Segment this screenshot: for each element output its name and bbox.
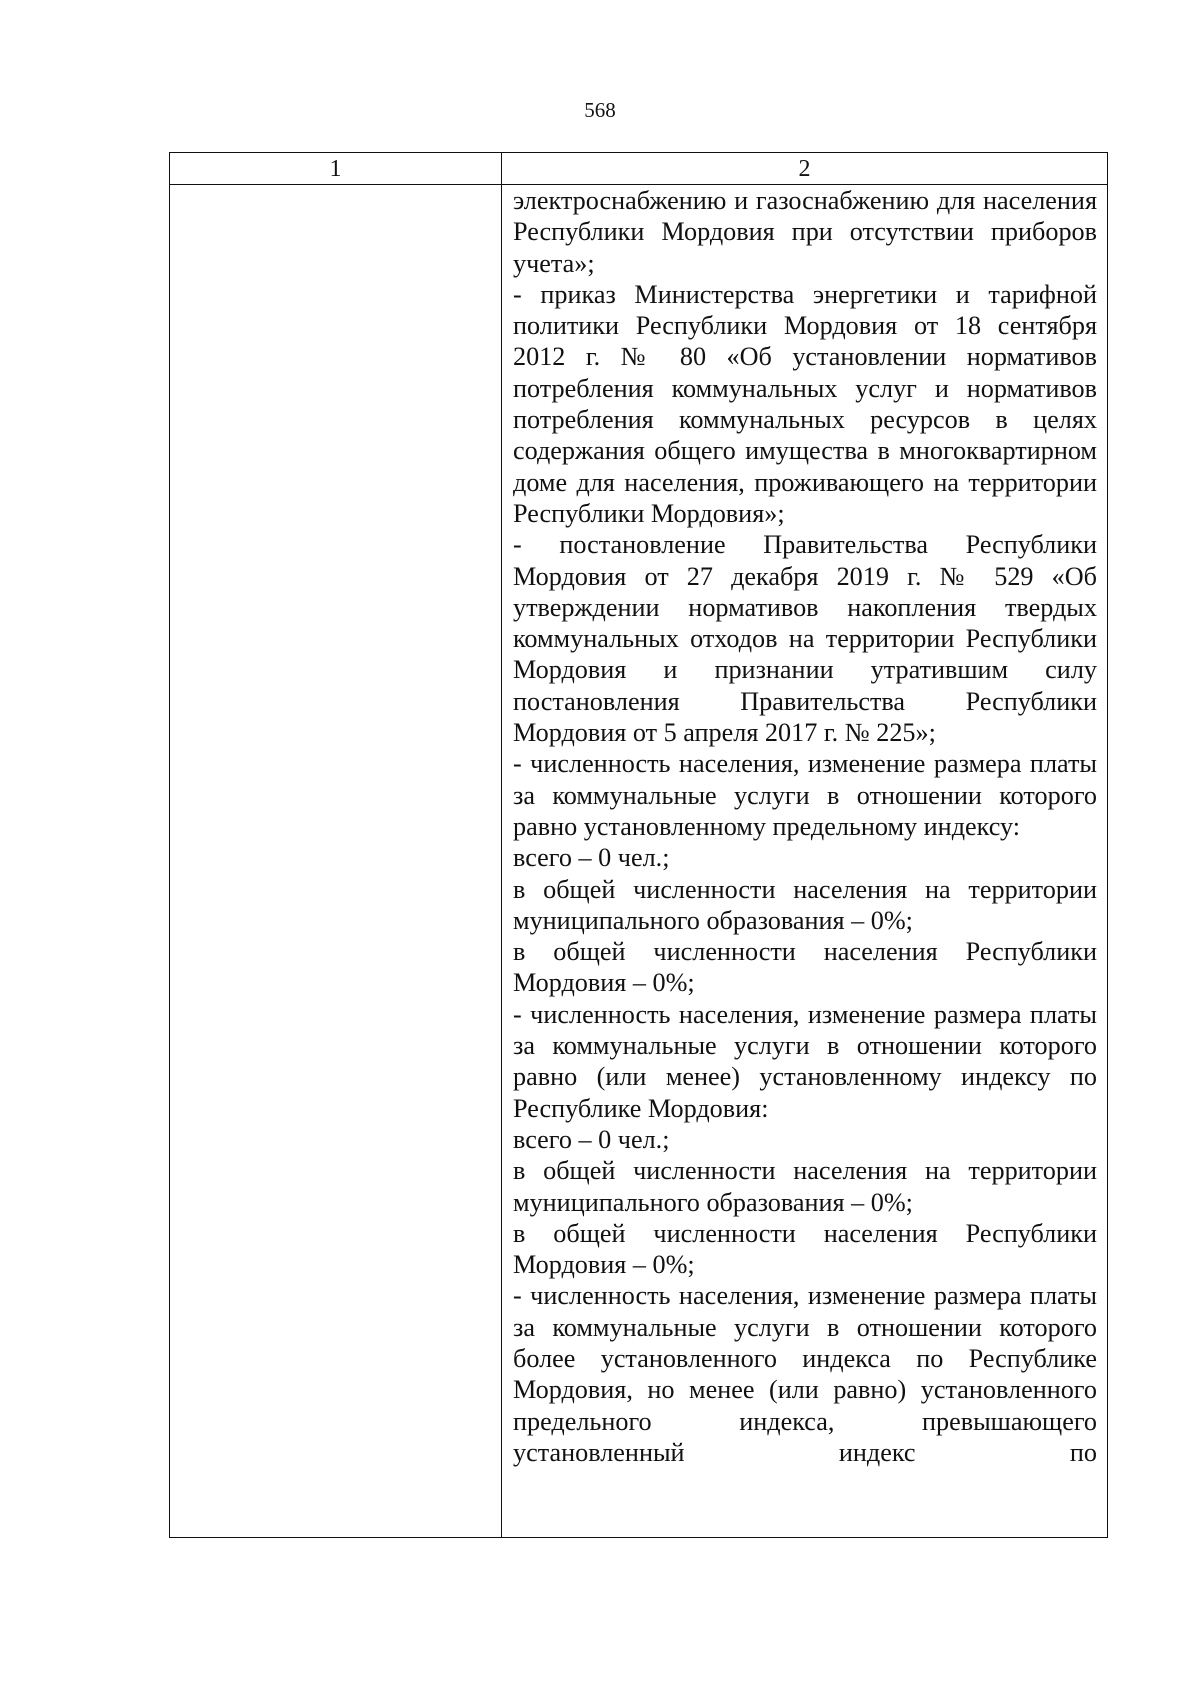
cell-content: [502, 185, 1107, 1468]
column-2-cell: [502, 185, 1108, 1538]
paragraph: всего – 0 чел.;: [513, 843, 670, 873]
paragraph: всего – 0 чел.;: [513, 1124, 670, 1154]
paragraph: в общей численности населения Республики Мордовия – 0%;: [513, 937, 1097, 998]
paragraph: - численность населения, изменение размера платы за коммунальные услуги в отношении которого равно установленному предельному индексу:: [513, 749, 1097, 841]
column-1-header: 1: [170, 153, 502, 185]
paragraph: - численность населения, изменение размера платы за коммунальные услуги в отношении которого более установленного индекса по Республике Мордовия, но менее (или равно) установленного предельного индекса, превышающего установленный индекс по: [513, 1281, 1097, 1467]
paragraph: - численность населения, изменение размера платы за коммунальные услуги в отношении которого равно (или менее) установленному индексу по Республике Мордовия:: [513, 999, 1097, 1123]
table-row: [170, 185, 1108, 1538]
page-number: 568: [584, 98, 616, 122]
column-1-cell: [170, 185, 502, 1538]
table-header-row: [170, 153, 1108, 185]
paragraph: в общей численности населения на территории муниципального образования – 0%;: [513, 1156, 1097, 1217]
column-2-header: 2: [502, 153, 1108, 185]
paragraph: в общей численности населения на территории муниципального образования – 0%;: [513, 874, 1097, 935]
paragraph: - приказ Министерства энергетики и тарифной политики Республики Мордовия от 18 сентября 2012 г. № 80 «Об установлении нормативов потребления коммунальных услуг и нормативов потребления коммунальных ресурсов в целях содержания общего имущества в многоквартирном доме для населения, проживающего на территории Республики Мордовия»;: [513, 279, 1097, 528]
document-table: [169, 152, 1108, 1538]
paragraph: в общей численности населения Республики Мордовия – 0%;: [513, 1218, 1097, 1280]
paragraph: - постановление Правительства Республики Мордовия от 27 декабря 2019 г. № 529 «Об утверждении нормативов накопления твердых коммунальных отходов на территории Республики Мордовия и признании утратившим силу постановления Правительства Республики Мордовия от 5 апреля 2017 г. № 225»;: [513, 530, 1097, 748]
paragraph: электроснабжению и газоснабжению для населения Республики Мордовия при отсутствии приборов учета»;: [513, 186, 1097, 278]
